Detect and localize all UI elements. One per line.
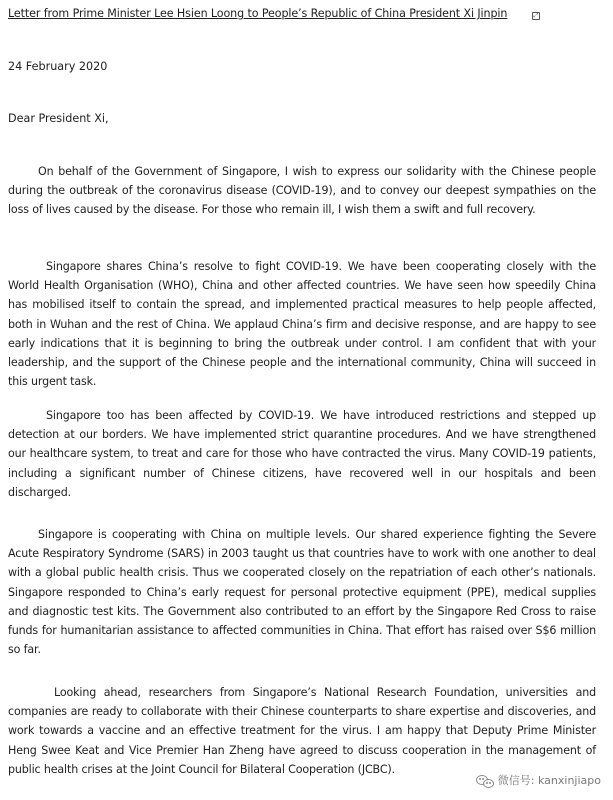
letter-date: 24 February 2020 [8,60,108,73]
letter-paragraph-3: Singapore too has been affected by COVID-19. We have introduced restrictions and stepped up detection at our borders. We have implemented strict quarantine procedures. And we have strengthened our healthcare system, to treat and care for those who have contracted the virus. Many COVID-19 patients, including a significant number of Chinese citizens, have recovered well in our hospitals and been discharged. [8,409,596,499]
letter-salutation: Dear President Xi, [8,112,109,125]
letter-paragraph-1: On behalf of the Government of Singapore, I wish to express our solidarity with the Chinese people during the outbreak of the coronavirus disease (COVID-19), and to convey our deepest sympathies on the loss of lives caused by the disease. For those who remain ill, I wish them a swift and full recovery. [8,165,596,217]
letter-title: Letter from Prime Minister Lee Hsien Loong to People’s Republic of China President Xi Jinpin [8,7,508,20]
letter-paragraph-2: Singapore shares China’s resolve to fight COVID-19. We have been cooperating closely with the World Health Organisation (WHO), China and other affected countries. We have seen how speedily China has mobilised itself to contain the spread, and implemented practical measures to help people affected, both in Wuhan and the rest of China. We applaud China’s firm and decisive response, and are happy to see early indications that it is beginning to bring the outbreak under control. I am confident that with your leadership, and the support of the Chinese people and the international community, China will succeed in this urgent task. [8,260,596,389]
letter-paragraph-4: Singapore is cooperating with China on multiple levels. Our shared experience fighting the Severe Acute Respiratory Syndrome (SARS) in 2003 taught us that countries have to work with one another to deal with a global public health crisis. Thus we cooperated closely on the repatriation of each other’s nationals. Singapore responded to China’s early request for personal protective equipment (PPE), medical supplies and diagnostic test kits. The Government also contributed to an effort by the Singapore Red Cross to raise funds for humanitarian assistance to affected communities in China. That effort has raised over S$6 million so far. [8,528,596,657]
wechat-icon [476,774,494,788]
watermark-text: 微信号: kanxinjiapo [497,774,601,787]
wechat-watermark [472,770,605,792]
external-link-icon: ⤢ [533,12,539,19]
letter-paragraph-5: Looking ahead, researchers from Singapore’s National Research Foundation, universities and companies are ready to collaborate with their Chinese counterparts to share expertise and discoveries, and work towards a vaccine and an effective treatment for the virus. I am happy that Deputy Prime Minister Heng Swee Keat and Vice Premier Han Zheng have agreed to discuss cooperation in the management of public health crises at the Joint Council for Bilateral Cooperation (JCBC). [8,686,596,776]
